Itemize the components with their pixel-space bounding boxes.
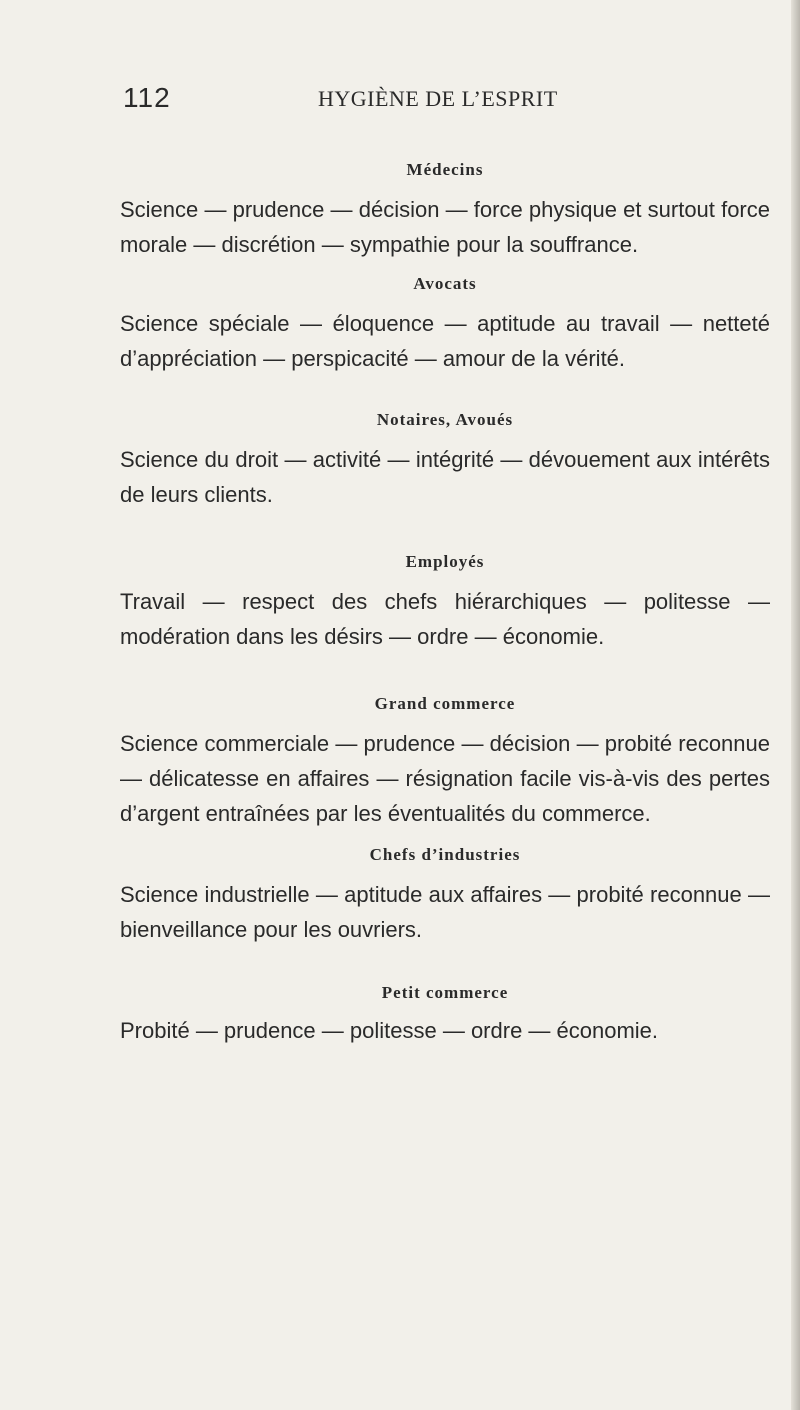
section-heading: Chefs d’industries [369, 845, 521, 864]
section-body: Science industrielle — aptitude aux affaires — probité reconnue — bienveillance pour les ouvriers. [120, 882, 770, 942]
section-grand-commerce [120, 694, 770, 831]
section-petit-commerce [120, 983, 770, 1048]
section-body: Science spéciale — éloquence — aptitude au travail — netteté d’appréciation — perspicacité — amour de la vérité. [120, 311, 770, 371]
section-avocats [120, 274, 770, 376]
section-body: Probité — prudence — politesse — ordre — économie. [120, 1018, 659, 1043]
section-heading: Médecins [406, 160, 484, 179]
section-heading: Petit commerce [381, 983, 509, 1002]
section-medecins [120, 160, 770, 262]
page-number: 112 [123, 82, 171, 113]
section-employes [120, 552, 770, 654]
section-heading: Grand commerce [374, 694, 516, 713]
section-body: Science — prudence — décision — force physique et surtout force morale — discrétion — sympathie pour la souffrance. [120, 197, 770, 257]
section-body: Travail — respect des chefs hiérarchiques — politesse — modération dans les désirs — ordre — économie. [120, 589, 770, 649]
section-chefs-industries [120, 845, 770, 947]
page-edge-shadow [791, 0, 800, 1410]
section-body: Science du droit — activité — intégrité — dévouement aux intérêts de leurs clients. [120, 447, 770, 507]
section-body: Science commerciale — prudence — décision — probité reconnue — délicatesse en affaires — résignation facile vis-à-vis des pertes d’argent entraînées par les éventualités du commerce. [120, 731, 770, 826]
section-heading: Avocats [413, 274, 477, 293]
page-content [120, 160, 770, 1048]
section-heading: Notaires, Avoués [376, 410, 514, 429]
section-heading: Employés [405, 552, 485, 571]
running-title: HYGIÈNE DE L’ESPRIT [318, 86, 558, 111]
section-notaires-avoues [120, 410, 770, 512]
page-header [0, 82, 800, 122]
